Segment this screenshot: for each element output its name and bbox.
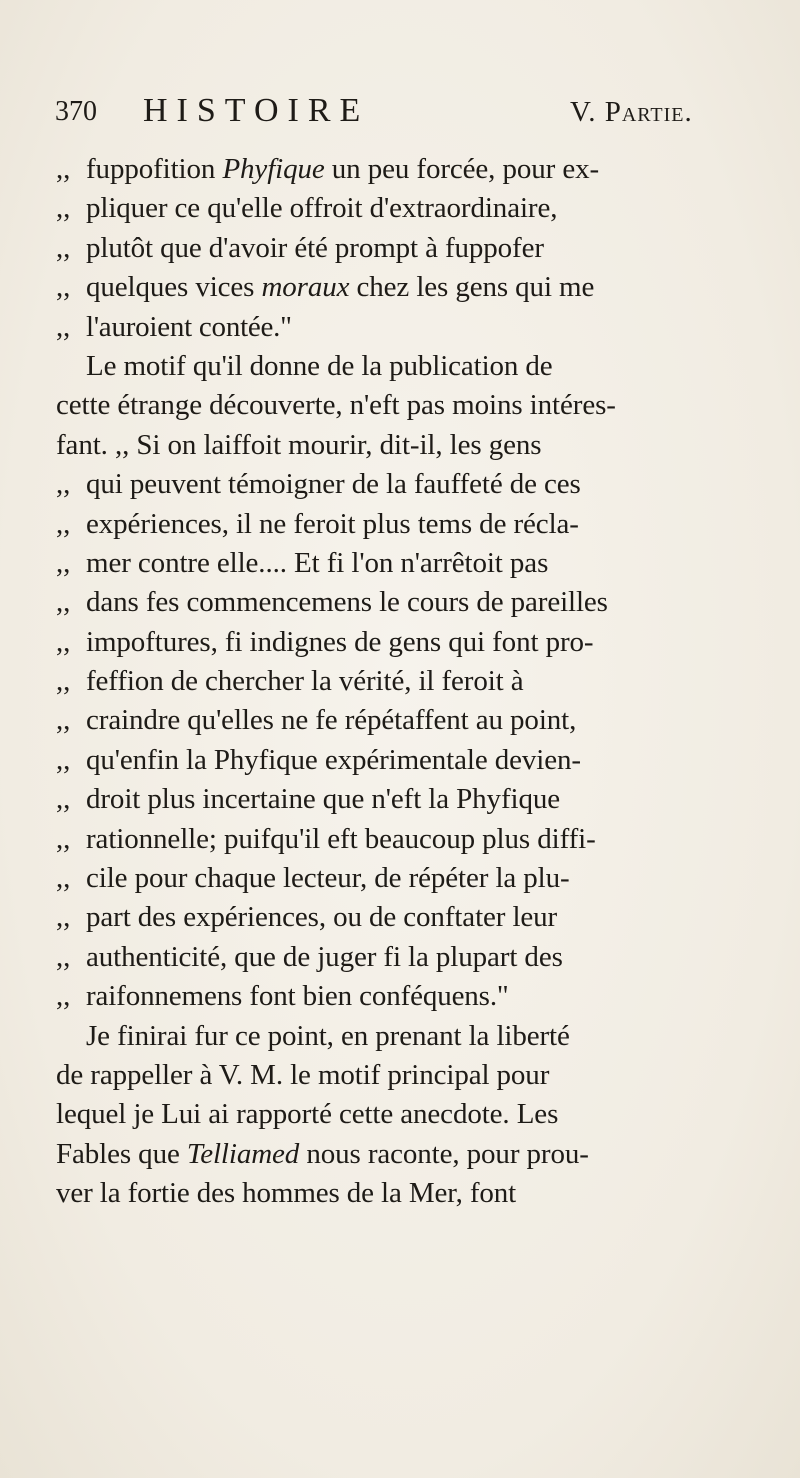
quote-mark: ,, <box>56 468 71 501</box>
text-line <box>56 583 766 622</box>
text-line <box>56 780 766 819</box>
text-line <box>56 1095 766 1134</box>
text-segment: mer contre elle.... Et fi l'on n'arrêtoit pas <box>86 546 549 579</box>
text-line <box>56 505 766 544</box>
text-segment: pliquer ce qu'elle offroit d'extraordinaire, <box>86 192 558 225</box>
running-title: HISTOIRE <box>143 92 370 129</box>
text-line <box>56 347 766 386</box>
part-label: V. Partie. <box>570 96 693 128</box>
text-line <box>56 268 766 307</box>
body-text <box>56 150 766 1214</box>
text-line <box>56 662 766 701</box>
text-line <box>56 308 766 347</box>
text-segment: lequel je Lui ai rapporté cette anecdote. Les <box>56 1098 559 1131</box>
page-header <box>55 92 755 136</box>
text-segment: quelques vices <box>86 271 262 304</box>
text-segment: part des expériences, ou de conftater leur <box>86 901 558 934</box>
text-segment: fuppofition <box>86 153 223 185</box>
text-segment: Le motif qu'il donne de la publication de <box>86 349 553 382</box>
text-line <box>56 623 766 662</box>
quote-mark: ,, <box>56 192 71 225</box>
text-segment: cile pour chaque lecteur, de répéter la plu- <box>86 862 570 895</box>
text-segment: cette étrange découverte, n'eft pas moins intéres- <box>56 389 616 422</box>
quote-mark: ,, <box>56 862 71 895</box>
text-line <box>56 1017 766 1056</box>
quote-mark: ,, <box>56 783 71 816</box>
text-segment: expériences, il ne feroit plus tems de récla- <box>86 507 579 540</box>
text-line <box>56 426 766 465</box>
text-segment: l'auroient contée." <box>86 310 292 343</box>
text-segment: rationnelle; puifqu'il eft beaucoup plus diffi- <box>86 822 596 855</box>
italic-word: Phyfique <box>222 153 325 185</box>
text-segment: de rappeller à V. M. le motif principal pour <box>56 1058 550 1091</box>
text-segment: dans fes commencemens le cours de pareilles <box>86 586 608 619</box>
quote-mark: ,, <box>56 271 71 304</box>
text-line <box>56 150 766 189</box>
italic-word: moraux <box>261 271 350 304</box>
quote-mark: ,, <box>56 625 71 658</box>
text-segment: authenticité, que de juger fi la plupart des <box>86 940 563 973</box>
text-line <box>56 544 766 583</box>
text-line <box>56 1174 766 1213</box>
text-segment: feffion de chercher la vérité, il feroit à <box>86 665 524 698</box>
quote-mark: ,, <box>56 507 71 540</box>
text-line <box>56 938 766 977</box>
quote-mark: ,, <box>56 822 71 855</box>
text-line <box>56 229 766 268</box>
text-segment: plutôt que d'avoir été prompt à fuppofer <box>86 231 544 264</box>
quote-mark: ,, <box>56 901 71 934</box>
text-line <box>56 741 766 780</box>
text-segment: raifonnemens font bien conféquens." <box>86 980 509 1013</box>
text-segment: droit plus incertaine que n'eft la Phyfique <box>86 783 560 816</box>
text-line <box>56 977 766 1016</box>
text-segment: ver la fortie des hommes de la Mer, font <box>56 1177 517 1210</box>
text-segment: un peu forcée, pour ex- <box>324 153 600 185</box>
quote-mark: ,, <box>56 153 71 185</box>
quote-mark: ,, <box>56 231 71 264</box>
text-line <box>56 189 766 228</box>
text-segment: nous raconte, pour prou- <box>299 1137 589 1170</box>
text-segment: impoftures, fi indignes de gens qui font pro- <box>86 625 594 658</box>
quote-mark: ,, <box>56 310 71 343</box>
text-segment: Je finirai fur ce point, en prenant la liberté <box>86 1019 570 1052</box>
text-line <box>56 820 766 859</box>
text-line <box>56 1135 766 1174</box>
text-line <box>56 898 766 937</box>
quote-mark: ,, <box>56 546 71 579</box>
text-segment: qu'enfin la Phyfique expérimentale devien- <box>86 743 581 776</box>
text-segment: craindre qu'elles ne fe répétaffent au point, <box>86 704 577 737</box>
text-line <box>56 386 766 425</box>
page-number: 370 <box>55 96 97 127</box>
text-line <box>56 701 766 740</box>
text-segment: qui peuvent témoigner de la fauffeté de ces <box>86 468 581 501</box>
quote-mark: ,, <box>56 980 71 1013</box>
quote-mark: ,, <box>56 940 71 973</box>
text-segment: fant. ,, Si on laiffoit mourir, dit-il, les gens <box>56 428 542 461</box>
quote-mark: ,, <box>56 665 71 698</box>
text-line <box>56 859 766 898</box>
text-line <box>56 465 766 504</box>
text-segment: Fables que <box>56 1137 187 1170</box>
italic-word: Telliamed <box>186 1137 300 1170</box>
text-segment: chez les gens qui me <box>349 271 595 304</box>
quote-mark: ,, <box>56 743 71 776</box>
text-line <box>56 1056 766 1095</box>
quote-mark: ,, <box>56 586 71 619</box>
quote-mark: ,, <box>56 704 71 737</box>
